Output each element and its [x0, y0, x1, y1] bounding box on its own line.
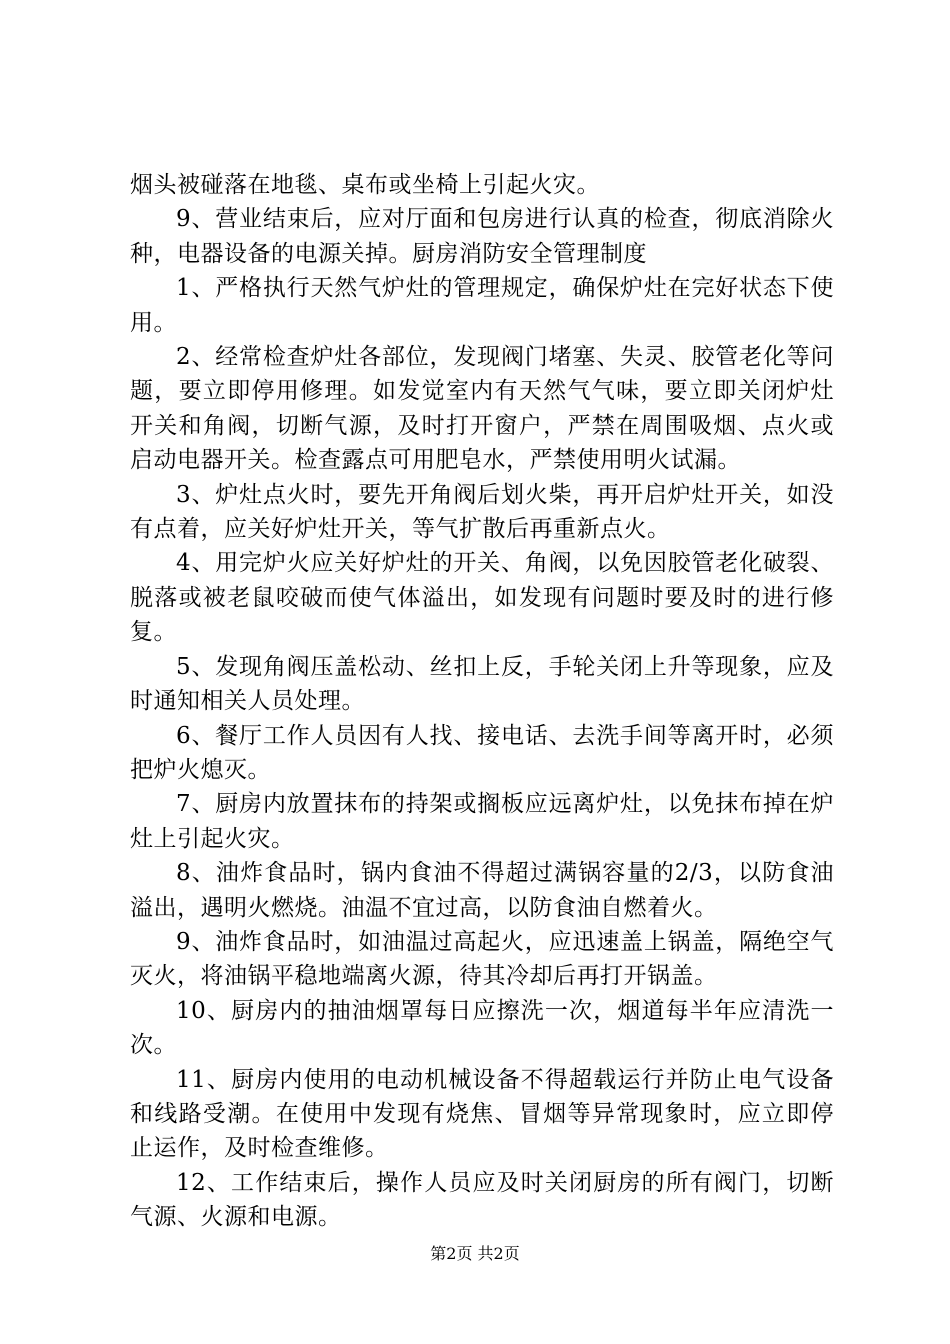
paragraph-item-9: 9、油炸食品时，如油温过高起火，应迅速盖上锅盖，隔绝空气灭火，将油锅平稳地端离火源，待其冷却后再打开锅盖。	[130, 928, 834, 990]
paragraph-item-9-closing: 9、营业结束后，应对厅面和包房进行认真的检查，彻底消除火种，电器设备的电源关掉。厨房消防安全管理制度	[130, 206, 834, 267]
document-body	[130, 168, 834, 1235]
paragraph-item-5: 5、发现角阀压盖松动、丝扣上反，手轮关闭上升等现象，应及时通知相关人员处理。	[130, 653, 834, 715]
paragraph-item-6: 6、餐厅工作人员因有人找、接电话、去洗手间等离开时，必须把炉火熄灭。	[130, 722, 834, 783]
paragraph-item-1: 1、严格执行天然气炉灶的管理规定，确保炉灶在完好状态下使用。	[130, 275, 834, 336]
paragraph-item-8: 8、油炸食品时，锅内食油不得超过满锅容量的2/3，以防食油溢出，遇明火燃烧。油温不宜过高，以防食油自燃着火。	[130, 860, 834, 921]
paragraph-item-2: 2、经常检查炉灶各部位，发现阀门堵塞、失灵、胶管老化等问题，要立即停用修理。如发觉室内有天然气气味，要立即关闭炉灶开关和角阀，切断气源，及时打开窗户，严禁在周围吸烟、点火或启动电器开关。检查露点可用肥皂水，严禁使用明火试漏。	[130, 344, 834, 474]
paragraph-item-10: 10、厨房内的抽油烟罩每日应擦洗一次，烟道每半年应清洗一次。	[130, 997, 834, 1059]
paragraph-item-4: 4、用完炉火应关好炉灶的开关、角阀，以免因胶管老化破裂、脱落或被老鼠咬破而使气体溢出，如发现有问题时要及时的进行修复。	[130, 550, 834, 646]
paragraph-continuation: 烟头被碰落在地毯、桌布或坐椅上引起火灾。	[130, 172, 600, 198]
paragraph-item-11: 11、厨房内使用的电动机械设备不得超载运行并防止电气设备和线路受潮。在使用中发现有烧焦、冒烟等异常现象时，应立即停止运作，及时检查维修。	[130, 1066, 834, 1162]
paragraph-item-12: 12、工作结束后，操作人员应及时关闭厨房的所有阀门，切断气源、火源和电源。	[130, 1169, 834, 1231]
page-number-footer: 第2页 共2页	[430, 1244, 520, 1263]
paragraph-item-7: 7、厨房内放置抹布的持架或搁板应远离炉灶，以免抹布掉在炉灶上引起火灾。	[130, 791, 834, 852]
paragraph-item-3: 3、炉灶点火时，要先开角阀后划火柴，再开启炉灶开关，如没有点着，应关好炉灶开关，等气扩散后再重新点火。	[130, 481, 834, 543]
